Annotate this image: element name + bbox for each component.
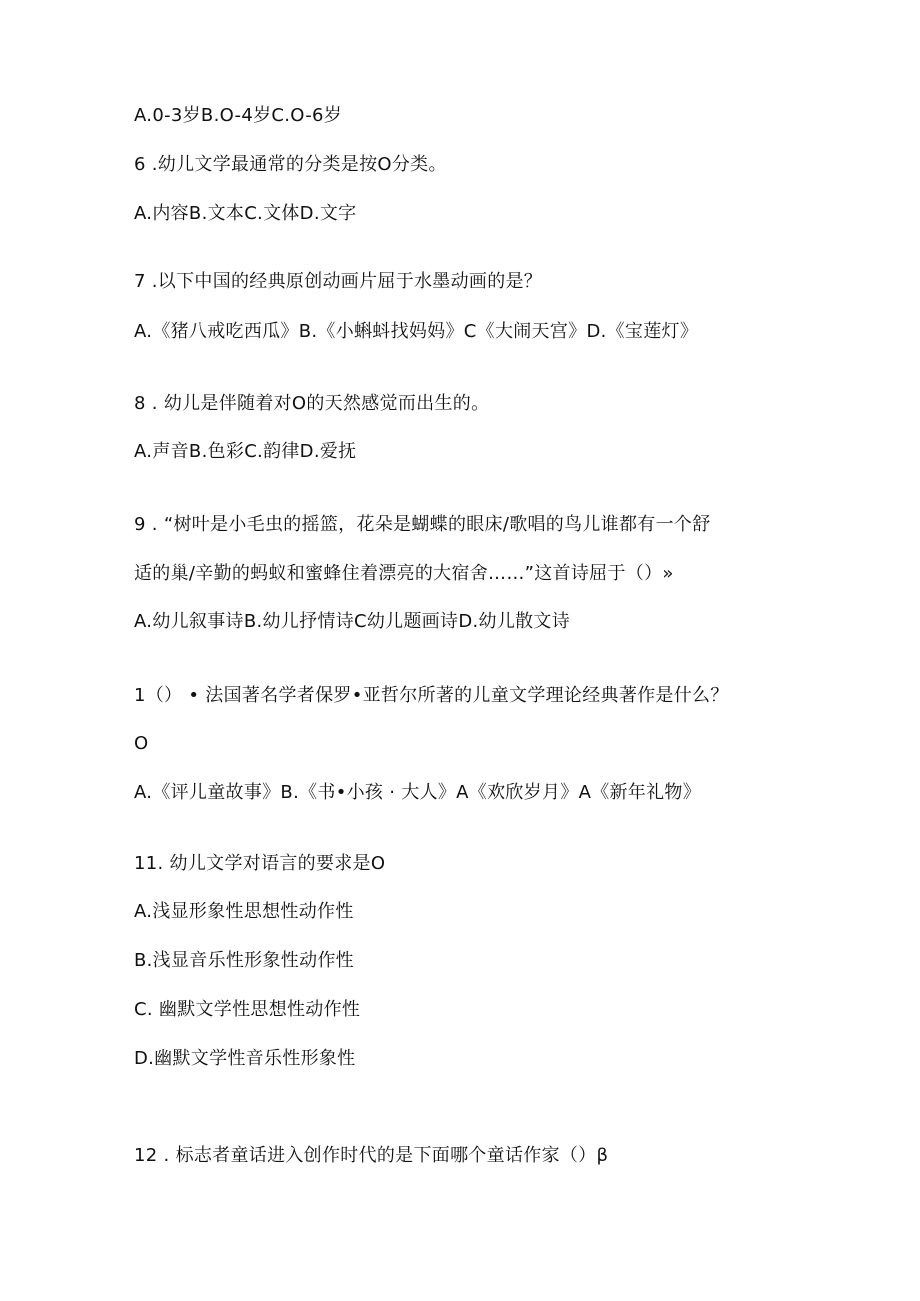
text-line-question-12: 12 . 标志者童话进入创作时代的是下面哪个童话作家（）β: [134, 1145, 609, 1166]
text-line-answer-options-q6: A.内容B.文本C.文体D.文字: [134, 203, 357, 224]
text-line-question-10-blank: O: [134, 733, 149, 754]
text-line-option-11b: B.浅显音乐性形象性动作性: [134, 950, 354, 971]
text-line-question-10: 1（） • 法国著名学者保罗•亚哲尔所著的儿童文学理论经典著作是什么？: [134, 685, 729, 706]
text-line-question-6: 6 .幼儿文学最通常的分类是按O分类。: [134, 154, 447, 175]
text-line-option-11a: A.浅显形象性思想性动作性: [134, 901, 354, 922]
text-line-question-9-part-1: 9 . “树叶是小毛虫的摇篮，花朵是蝴蝶的眼床/歌唱的鸟儿谁都有一个舒: [134, 514, 711, 535]
text-line-option-11c: C. 幽默文学性思想性动作性: [134, 999, 361, 1020]
text-line-question-9-part-2: 适的巢/辛勤的蚂蚁和蜜蜂住着漂亮的大宿舍……”这首诗屈于（）»: [134, 563, 674, 584]
text-line-answer-options-q9: A.幼儿叙事诗B.幼儿抒情诗C幼儿题画诗D.幼儿散文诗: [134, 611, 571, 632]
text-line-option-11d: D.幽默文学性音乐性形象性: [134, 1048, 356, 1069]
text-line-answer-options-q8: A.声音B.色彩C.韵律D.爱抚: [134, 441, 357, 462]
text-line-question-7: 7 .以下中国的经典原创动画片屈于水墨动画的是？: [134, 271, 543, 292]
text-line-question-11: 11. 幼儿文学对语言的要求是O: [134, 853, 386, 874]
text-line-question-8: 8 . 幼儿是伴随着对O的天然感觉而出生的。: [134, 393, 490, 414]
text-line-answer-options-q10: A.《评儿童故事》B.《书•小孩 · 大人》A《欢欣岁月》A《新年礼物》: [134, 782, 701, 803]
text-line-answer-options-q7: A.《猪八戒吃西瓜》B.《小蝌蚪找妈妈》C《大闹天宫》D.《宝莲灯》: [134, 321, 699, 342]
text-line-answer-options-q5: A.0-3岁B.O-4岁C.O-6岁: [134, 105, 343, 126]
